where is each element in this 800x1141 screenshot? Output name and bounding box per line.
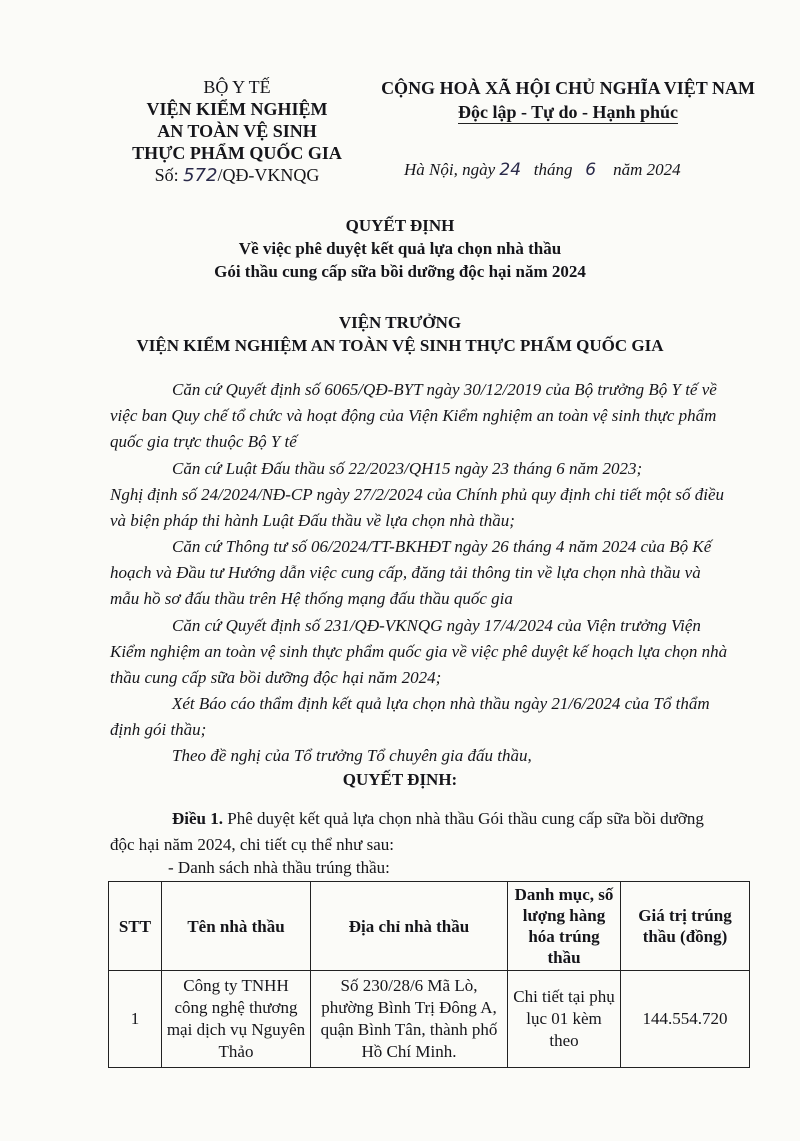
col-address: Địa chỉ nhà thầu bbox=[311, 882, 508, 971]
col-stt: STT bbox=[109, 882, 162, 971]
nation-name: CỘNG HOÀ XÃ HỘI CHỦ NGHĨA VIỆT NAM bbox=[381, 78, 755, 98]
article-1-text: Phê duyệt kết quả lựa chọn nhà thầu Gói thầu cung cấp sữa bồi dưỡng độc hại năm 2024, chi tiết cụ thể như sau: bbox=[110, 809, 704, 854]
nation-block bbox=[368, 76, 768, 124]
col-items: Danh mục, số lượng hàng hóa trúng thầu bbox=[508, 882, 621, 971]
article-1 bbox=[110, 806, 732, 858]
date-month: 6 bbox=[585, 160, 597, 180]
issue-date bbox=[404, 160, 784, 180]
date-month-label: tháng bbox=[533, 160, 573, 179]
decision-heading bbox=[0, 214, 800, 283]
decides-heading: QUYẾT ĐỊNH: bbox=[342, 770, 458, 789]
issuer-block bbox=[112, 76, 362, 187]
basis-paragraph-6: Xét Báo cáo thẩm định kết quả lựa chọn nhà thầu ngày 21/6/2024 của Tổ thẩm định gói thầu; bbox=[110, 694, 710, 739]
article-1-label: Điều 1. bbox=[172, 809, 223, 828]
date-day: 24 bbox=[499, 160, 522, 180]
authority-line2: VIỆN KIỂM NGHIỆM AN TOÀN VỆ SINH THỰC PHẨM QUỐC GIA bbox=[136, 336, 664, 355]
nation-motto bbox=[368, 100, 768, 124]
institute-name-line1: VIỆN KIỂM NGHIỆM bbox=[146, 99, 328, 119]
decision-number bbox=[112, 164, 362, 187]
col-value: Giá trị trúng thầu (đồng) bbox=[621, 882, 750, 971]
basis-paragraph-7: Theo đề nghị của Tổ trưởng Tổ chuyên gia đấu thầu, bbox=[172, 746, 532, 765]
date-prefix: Hà Nội, ngày bbox=[404, 160, 496, 179]
cell-address: Số 230/28/6 Mã Lò, phường Bình Trị Đông A, quận Bình Tân, thành phố Hồ Chí Minh. bbox=[311, 971, 508, 1068]
authority-heading bbox=[0, 311, 800, 357]
winner-list-label: - Danh sách nhà thầu trúng thầu: bbox=[168, 858, 390, 877]
ministry-name: BỘ Y TẾ bbox=[203, 77, 271, 97]
table-row bbox=[109, 971, 750, 1068]
institute-name-line3: THỰC PHẨM QUỐC GIA bbox=[132, 143, 342, 163]
authority-line1: VIỆN TRƯỞNG bbox=[338, 313, 462, 332]
basis-paragraph-2: Căn cứ Luật Đấu thầu số 22/2023/QH15 ngày 23 tháng 6 năm 2023; bbox=[172, 459, 643, 478]
date-year: năm 2024 bbox=[613, 160, 681, 179]
cell-stt: 1 bbox=[109, 971, 162, 1068]
cell-name: Công ty TNHH công nghệ thương mại dịch vụ Nguyên Thảo bbox=[162, 971, 311, 1068]
cell-items: Chi tiết tại phụ lục 01 kèm theo bbox=[508, 971, 621, 1068]
institute-name-line2: AN TOÀN VỆ SINH bbox=[157, 121, 317, 141]
basis-paragraph-4: Căn cứ Thông tư số 06/2024/TT-BKHĐT ngày 26 tháng 4 năm 2024 của Bộ Kế hoạch và Đầu tư Hướng dẫn việc cung cấp, đăng tải thông tin về lựa chọn nhà thầu và mẫu hồ sơ đấu thầu trên Hệ thống mạng đấu thầu quốc gia bbox=[110, 537, 712, 608]
winner-table bbox=[108, 881, 750, 1068]
basis-paragraph-5: Căn cứ Quyết định số 231/QĐ-VKNQG ngày 17/4/2024 của Viện trưởng Viện Kiểm nghiệm an toàn vệ sinh thực phẩm quốc gia về việc phê duyệt kế hoạch lựa chọn nhà thầu cung cấp sữa bồi dưỡng độc hại năm 2024; bbox=[110, 616, 728, 687]
cell-value: 144.554.720 bbox=[621, 971, 750, 1068]
number-suffix: /QĐ-VKNQG bbox=[217, 165, 320, 185]
motto-text: Độc lập - Tự do - Hạnh phúc bbox=[457, 102, 679, 122]
table-header-row bbox=[109, 882, 750, 971]
basis-paragraph-3: Nghị định số 24/2024/NĐ-CP ngày 27/2/2024 của Chính phủ quy định chi tiết một số điều và biện pháp thi hành Luật Đấu thầu về lựa chọn nhà thầu; bbox=[110, 485, 725, 530]
col-name: Tên nhà thầu bbox=[162, 882, 311, 971]
number-handwritten: 572 bbox=[183, 165, 218, 186]
basis-paragraph-1: Căn cứ Quyết định số 6065/QĐ-BYT ngày 30/12/2019 của Bộ trưởng Bộ Y tế về việc ban Quy chế tổ chức và hoạt động của Viện Kiểm nghiệm an toàn vệ sinh thực phẩm quốc gia trực thuộc Bộ Y tế bbox=[110, 380, 717, 451]
decision-subject-line2: Gói thầu cung cấp sữa bồi dưỡng độc hại năm 2024 bbox=[214, 262, 586, 281]
decision-subject-line1: Về việc phê duyệt kết quả lựa chọn nhà thầu bbox=[238, 239, 562, 258]
decision-title: QUYẾT ĐỊNH bbox=[345, 216, 455, 235]
number-prefix: Số: bbox=[154, 165, 179, 185]
